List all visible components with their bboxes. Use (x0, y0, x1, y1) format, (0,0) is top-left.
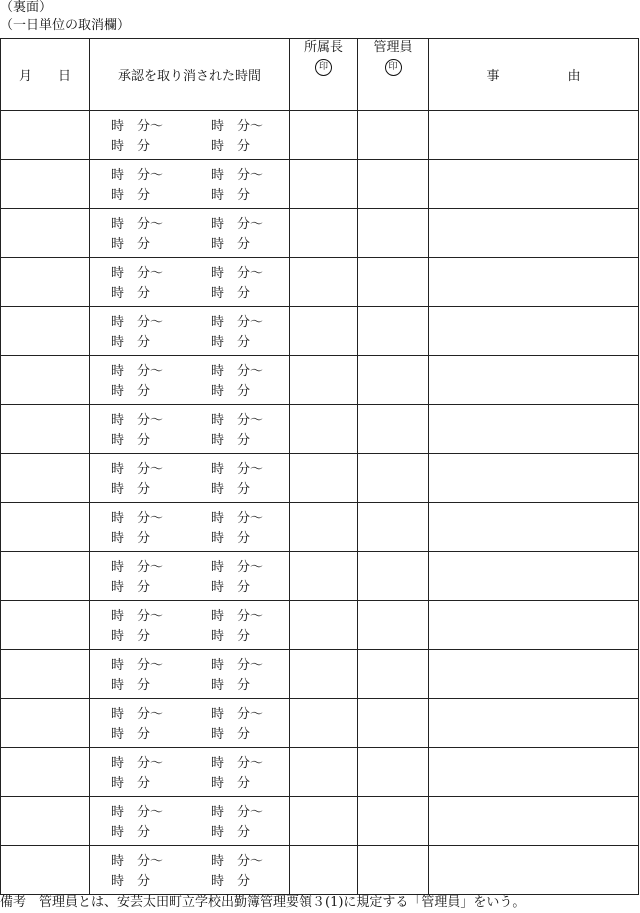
page-side-label: （裏面） (0, 0, 53, 15)
director-seal-cell (290, 601, 358, 650)
table-row (1, 650, 639, 699)
time-start-label: 時 分〜 (211, 560, 264, 575)
director-seal-cell (290, 356, 358, 405)
date-cell (1, 356, 90, 405)
time-start-label: 時 分〜 (111, 315, 164, 330)
time-end-label: 時 分 (211, 482, 251, 497)
reason-cell (429, 405, 639, 454)
table-row (1, 699, 639, 748)
time-end-label: 時 分 (211, 727, 251, 742)
time-start-label: 時 分〜 (211, 462, 264, 477)
table-row (1, 356, 639, 405)
time-end-label: 時 分 (111, 237, 151, 252)
time-start-label: 時 分〜 (111, 854, 164, 869)
time-start-label: 時 分〜 (111, 266, 164, 281)
time-cell (90, 797, 290, 846)
table-row (1, 454, 639, 503)
time-end-label: 時 分 (211, 776, 251, 791)
director-seal-cell (290, 307, 358, 356)
date-cell (1, 503, 90, 552)
footer-note: 備考 管理員とは、安芸太田町立学校出勤簿管理要領３(1)に規定する「管理員」をいう。 (0, 895, 526, 910)
director-seal-cell (290, 650, 358, 699)
time-start-label: 時 分〜 (111, 805, 164, 820)
table-row (1, 160, 639, 209)
date-cell (1, 258, 90, 307)
time-column-header: 承認を取り消された時間 (90, 39, 290, 111)
table-row (1, 552, 639, 601)
reason-cell (429, 650, 639, 699)
time-cell (90, 503, 290, 552)
reason-cell (429, 454, 639, 503)
director-seal-cell (290, 699, 358, 748)
manager-column-header (358, 39, 429, 111)
date-cell (1, 699, 90, 748)
manager-seal-cell (358, 846, 429, 895)
time-end-label: 時 分 (211, 335, 251, 350)
time-cell (90, 258, 290, 307)
time-start-label: 時 分〜 (111, 609, 164, 624)
time-start-label: 時 分〜 (211, 707, 264, 722)
table-body (1, 111, 639, 895)
manager-seal-cell (358, 601, 429, 650)
time-end-label: 時 分 (211, 286, 251, 301)
director-seal-cell (290, 503, 358, 552)
section-title: （一日単位の取消欄） (0, 18, 131, 33)
time-end-label: 時 分 (111, 825, 151, 840)
time-cell (90, 454, 290, 503)
manager-seal-cell (358, 650, 429, 699)
time-end-label: 時 分 (211, 825, 251, 840)
time-end-label: 時 分 (111, 482, 151, 497)
reason-cell (429, 748, 639, 797)
time-start-label: 時 分〜 (211, 266, 264, 281)
reason-label-2: 由 (567, 69, 581, 84)
time-cell (90, 160, 290, 209)
manager-label: 管理員 (373, 40, 413, 55)
table-row (1, 405, 639, 454)
time-start-label: 時 分〜 (111, 119, 164, 134)
director-label: 所属長 (303, 40, 343, 55)
manager-seal-cell (358, 258, 429, 307)
date-cell (1, 209, 90, 258)
time-start-label: 時 分〜 (211, 217, 264, 232)
day-label: 日 (58, 69, 72, 84)
reason-cell (429, 111, 639, 160)
date-cell (1, 601, 90, 650)
time-start-label: 時 分〜 (211, 609, 264, 624)
time-cell (90, 356, 290, 405)
time-start-label: 時 分〜 (211, 119, 264, 134)
reason-cell (429, 503, 639, 552)
director-seal-cell (290, 405, 358, 454)
time-start-label: 時 分〜 (111, 217, 164, 232)
date-cell (1, 307, 90, 356)
time-start-label: 時 分〜 (111, 511, 164, 526)
time-start-label: 時 分〜 (211, 413, 264, 428)
time-start-label: 時 分〜 (211, 364, 264, 379)
time-cell (90, 601, 290, 650)
reason-cell (429, 601, 639, 650)
time-end-label: 時 分 (111, 776, 151, 791)
reason-cell (429, 552, 639, 601)
time-end-label: 時 分 (211, 874, 251, 889)
time-start-label: 時 分〜 (211, 805, 264, 820)
time-end-label: 時 分 (211, 433, 251, 448)
director-seal-cell (290, 209, 358, 258)
time-start-label: 時 分〜 (211, 168, 264, 183)
time-end-label: 時 分 (211, 580, 251, 595)
reason-label-1: 事 (486, 69, 500, 84)
time-start-label: 時 分〜 (111, 462, 164, 477)
table-row (1, 797, 639, 846)
reason-cell (429, 699, 639, 748)
date-cell (1, 454, 90, 503)
time-end-label: 時 分 (211, 237, 251, 252)
time-end-label: 時 分 (111, 727, 151, 742)
time-start-label: 時 分〜 (111, 364, 164, 379)
manager-seal-cell (358, 111, 429, 160)
time-start-label: 時 分〜 (111, 560, 164, 575)
time-start-label: 時 分〜 (111, 658, 164, 673)
table-row (1, 111, 639, 160)
director-column-header (290, 39, 358, 111)
time-start-label: 時 分〜 (211, 756, 264, 771)
director-seal-cell (290, 552, 358, 601)
manager-seal-cell (358, 552, 429, 601)
time-start-label: 時 分〜 (111, 413, 164, 428)
time-cell (90, 552, 290, 601)
date-cell (1, 552, 90, 601)
table-row (1, 846, 639, 895)
date-cell (1, 797, 90, 846)
seal-icon: 印 (315, 59, 332, 76)
time-end-label: 時 分 (111, 139, 151, 154)
time-cell (90, 699, 290, 748)
director-seal-cell (290, 111, 358, 160)
date-column-header (1, 39, 90, 111)
manager-seal-cell (358, 748, 429, 797)
time-end-label: 時 分 (111, 580, 151, 595)
cancellation-table (0, 38, 639, 895)
reason-cell (429, 160, 639, 209)
time-end-label: 時 分 (111, 629, 151, 644)
time-cell (90, 748, 290, 797)
time-start-label: 時 分〜 (111, 756, 164, 771)
manager-seal-cell (358, 356, 429, 405)
time-end-label: 時 分 (211, 139, 251, 154)
time-start-label: 時 分〜 (211, 511, 264, 526)
manager-seal-cell (358, 160, 429, 209)
table-header-row (1, 39, 639, 111)
time-end-label: 時 分 (211, 629, 251, 644)
date-cell (1, 405, 90, 454)
table-row (1, 601, 639, 650)
time-end-label: 時 分 (211, 384, 251, 399)
time-cell (90, 405, 290, 454)
time-start-label: 時 分〜 (211, 854, 264, 869)
time-cell (90, 650, 290, 699)
time-start-label: 時 分〜 (111, 707, 164, 722)
director-seal-cell (290, 160, 358, 209)
date-cell (1, 650, 90, 699)
time-end-label: 時 分 (211, 678, 251, 693)
director-seal-cell (290, 258, 358, 307)
time-end-label: 時 分 (111, 286, 151, 301)
time-end-label: 時 分 (111, 433, 151, 448)
time-end-label: 時 分 (211, 531, 251, 546)
time-end-label: 時 分 (211, 188, 251, 203)
manager-seal-cell (358, 699, 429, 748)
table-row (1, 209, 639, 258)
time-end-label: 時 分 (111, 678, 151, 693)
table-row (1, 503, 639, 552)
director-seal-cell (290, 748, 358, 797)
time-end-label: 時 分 (111, 384, 151, 399)
time-cell (90, 846, 290, 895)
date-cell (1, 748, 90, 797)
reason-cell (429, 258, 639, 307)
manager-seal-cell (358, 503, 429, 552)
month-label: 月 (18, 69, 32, 84)
time-end-label: 時 分 (111, 188, 151, 203)
reason-cell (429, 307, 639, 356)
time-cell (90, 209, 290, 258)
manager-seal-cell (358, 307, 429, 356)
manager-seal-cell (358, 209, 429, 258)
table-row (1, 258, 639, 307)
reason-cell (429, 846, 639, 895)
seal-icon: 印 (385, 59, 402, 76)
reason-cell (429, 797, 639, 846)
director-seal-cell (290, 797, 358, 846)
manager-seal-cell (358, 454, 429, 503)
time-end-label: 時 分 (111, 531, 151, 546)
time-start-label: 時 分〜 (211, 315, 264, 330)
date-cell (1, 111, 90, 160)
reason-cell (429, 209, 639, 258)
time-start-label: 時 分〜 (111, 168, 164, 183)
time-end-label: 時 分 (111, 335, 151, 350)
table-row (1, 307, 639, 356)
manager-seal-cell (358, 405, 429, 454)
time-cell (90, 111, 290, 160)
manager-seal-cell (358, 797, 429, 846)
director-seal-cell (290, 846, 358, 895)
date-cell (1, 160, 90, 209)
time-cell (90, 307, 290, 356)
date-cell (1, 846, 90, 895)
time-end-label: 時 分 (111, 874, 151, 889)
time-start-label: 時 分〜 (211, 658, 264, 673)
reason-cell (429, 356, 639, 405)
table-row (1, 748, 639, 797)
director-seal-cell (290, 454, 358, 503)
reason-column-header (429, 39, 639, 111)
